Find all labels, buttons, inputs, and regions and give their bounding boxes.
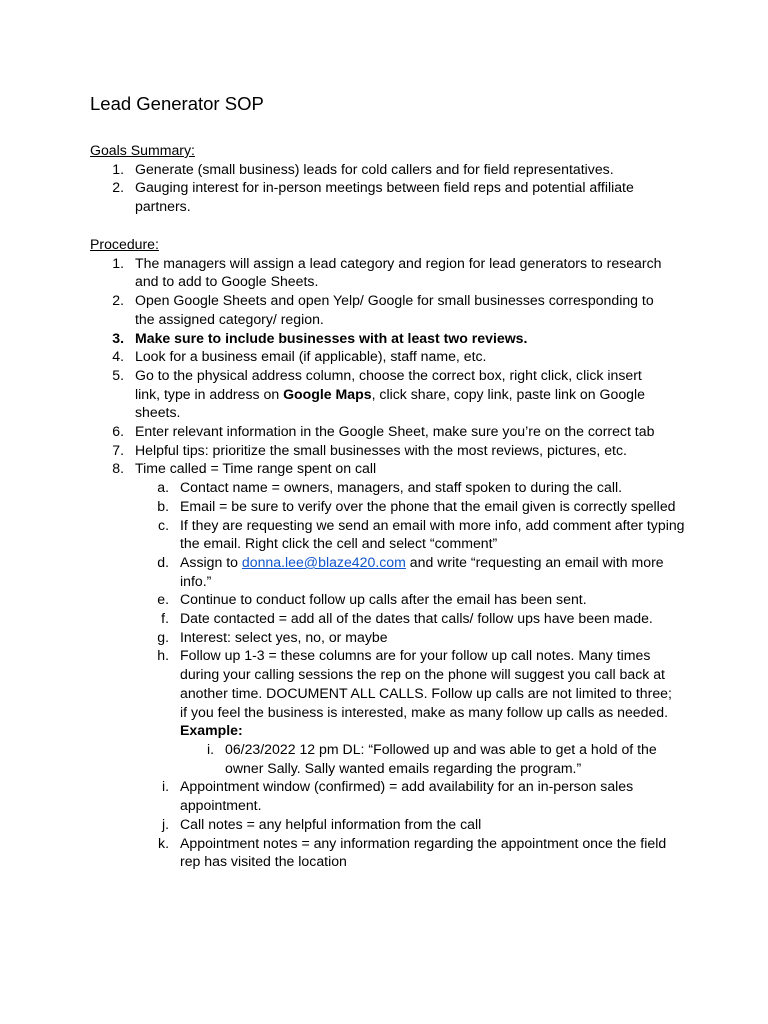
sub-list-item (135, 815, 690, 834)
sub-list-item (135, 516, 690, 553)
list-item (90, 291, 670, 328)
list-item (90, 254, 665, 291)
list-text: Email = be sure to verify over the phone that the email given is correctly spelled (180, 497, 676, 514)
list-item (90, 422, 735, 441)
sub-list-item (135, 777, 660, 814)
list-number: 5. (112, 366, 124, 383)
list-text: , click share, copy link, paste link on Google sheets. (135, 385, 645, 421)
example-label: Example: (180, 722, 243, 739)
list-text: Appointment notes = any information regarding the appointment once the field rep has visited the location (180, 834, 667, 870)
procedure-section (90, 235, 735, 871)
sub-list-item (135, 628, 690, 647)
list-text: 06/23/2022 12 pm DL: “Followed up and was able to get a hold of the owner Sally. Sally wanted emails regarding the program.” (225, 740, 657, 776)
list-number: 4. (112, 348, 124, 365)
list-letter: a. (157, 479, 169, 496)
list-text: If they are requesting we send an email with more info, add comment after typing the email. Right click the cell and select “comment” (180, 516, 685, 552)
list-number: 1. (112, 160, 124, 177)
list-number: 3. (112, 329, 124, 346)
example-list (180, 740, 680, 777)
list-roman: i. (206, 740, 214, 757)
list-text: Gauging interest for in-person meetings between field reps and potential affiliate partners. (135, 179, 634, 215)
list-letter: g. (157, 628, 169, 645)
list-text: Call notes = any helpful information from the call (180, 815, 482, 832)
list-number: 2. (112, 179, 124, 196)
list-number: 8. (112, 460, 124, 477)
goals-list (90, 160, 735, 216)
list-text: Helpful tips: prioritize the small businesses with the most reviews, pictures, etc. (135, 441, 627, 458)
sub-list-item (135, 834, 670, 871)
list-text: Appointment window (confirmed) = add availability for an in-person sales appointment. (180, 778, 634, 814)
list-letter: i. (161, 778, 169, 795)
list-item (90, 329, 735, 348)
list-text: Continue to conduct follow up calls after the email has been sent. (180, 591, 587, 608)
list-letter: d. (157, 553, 169, 570)
sub-list-item (135, 646, 680, 777)
email-link[interactable]: donna.lee@blaze420.com (241, 553, 406, 570)
sub-list-item (135, 478, 690, 497)
list-letter: b. (157, 497, 169, 514)
list-text: Contact name = owners, managers, and staff spoken to during the call. (180, 479, 622, 496)
list-item (90, 441, 735, 460)
list-text: Open Google Sheets and open Yelp/ Google for small businesses corresponding to the assigned category/ region. (135, 292, 654, 327)
list-letter: k. (158, 834, 169, 851)
list-item (90, 178, 655, 215)
list-letter: e. (157, 591, 169, 608)
sub-list-item (135, 590, 690, 609)
list-text: Assign to (180, 553, 242, 570)
list-text: The managers will assign a lead category and region for lead generators to research and to add to Google Sheets. (135, 254, 662, 290)
list-letter: c. (158, 516, 169, 533)
list-item (90, 347, 735, 366)
sub-list-item (135, 609, 690, 628)
list-text: Time called = Time range spent on call (135, 460, 377, 477)
list-text: Make sure to include businesses with at least two reviews. (135, 329, 528, 346)
sub-list (90, 478, 735, 871)
procedure-list (90, 254, 735, 871)
list-text: Generate (small business) leads for cold callers and for field representatives. (135, 160, 614, 177)
list-text: Go to the physical address column, choose the correct box, right click, click insert link, type in address on (135, 366, 642, 402)
list-text: Look for a business email (if applicable), staff name, etc. (135, 348, 487, 365)
goals-section (90, 141, 735, 216)
list-text-bold: Google Maps (283, 385, 372, 402)
sub-list-item (135, 497, 690, 516)
list-text: Enter relevant information in the Google Sheet, make sure you’re on the correct tab (135, 423, 655, 440)
example-item (180, 740, 680, 777)
list-text: Follow up 1-3 = these columns are for your follow up call notes. Many times during your calling sessions the rep on the phone will suggest you call back at another time. DOCUMENT ALL CALLS. Follow up calls are not limited to three; if you feel the business is interested, make as many follow up calls as needed. (180, 647, 672, 720)
list-number: 7. (112, 441, 124, 458)
list-item (90, 160, 735, 179)
list-number: 2. (112, 292, 124, 309)
list-letter: j. (161, 815, 169, 832)
list-letter: h. (157, 647, 169, 664)
list-text: Date contacted = add all of the dates that calls/ follow ups have been made. (180, 610, 653, 627)
document-title: Lead Generator SOP (90, 93, 264, 114)
list-text: Interest: select yes, no, or maybe (180, 628, 388, 645)
list-letter: f. (161, 610, 169, 627)
list-number: 1. (112, 254, 124, 271)
procedure-heading: Procedure: (90, 236, 159, 252)
list-text: and write “requesting an email with more info.” (180, 553, 664, 589)
list-item (90, 459, 735, 870)
sub-list-item (135, 553, 670, 590)
list-number: 6. (112, 423, 124, 440)
goals-heading: Goals Summary: (90, 142, 195, 158)
list-item (90, 366, 665, 422)
